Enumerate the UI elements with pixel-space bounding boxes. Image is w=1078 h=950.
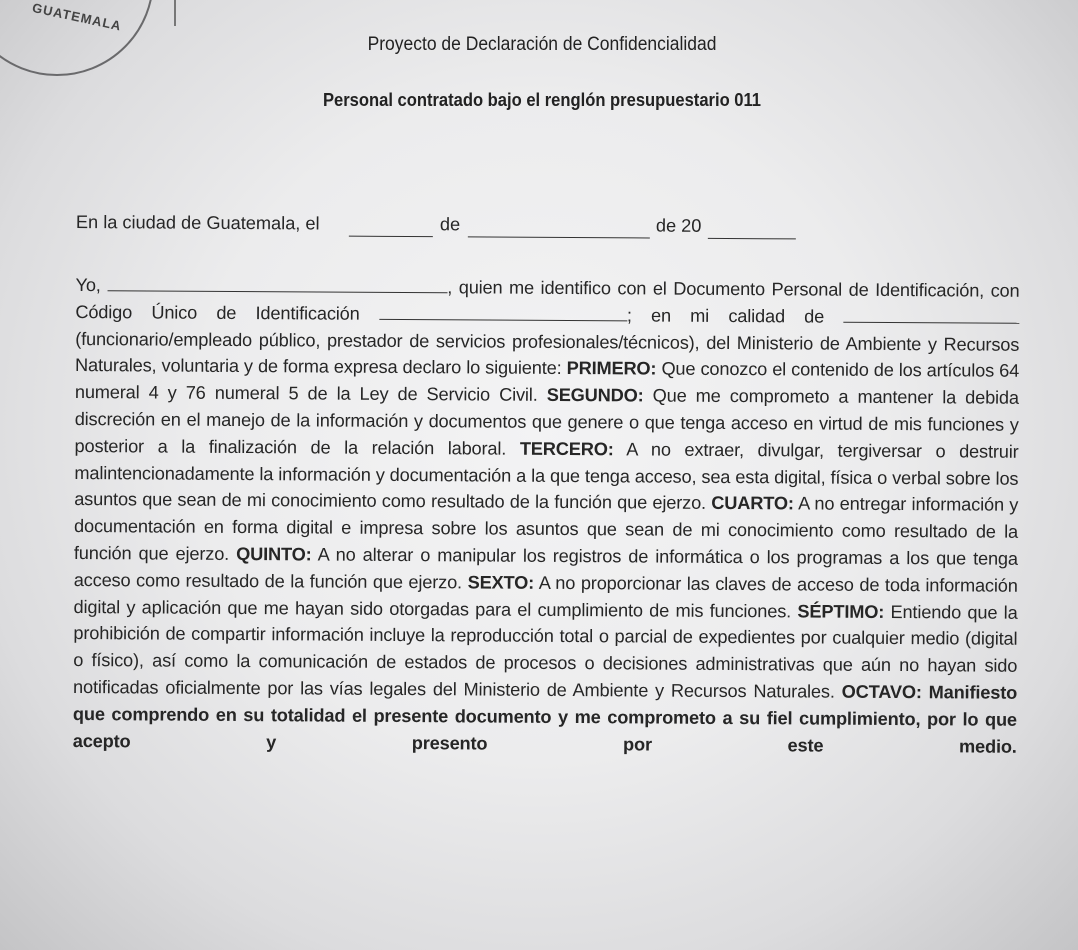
intro-text-e: Ministerio de Ambiente y Recursos Naturales, voluntaria y de forma expresa declaro lo siguiente: — [75, 332, 1020, 379]
intro-text-d: (funcionario/empleado público, prestador de servicios profesionales/técnicos), del — [75, 328, 731, 353]
clause-5-text: A no alterar o manipular los registros de informática o los programas a los que tenga acceso como resultado de la función que ejerzo. — [73, 544, 1018, 593]
clause-1-label: PRIMERO: — [566, 358, 657, 379]
clause-7-label: SÉPTIMO: — [797, 600, 885, 622]
clause-7-text: Entiendo que la prohibición de compartir información incluye la reproducción total o parcial de expedientes por cualquier medio (digital o físico), así como la comunicación de estados de procesos o decisiones administrativas que aún no hayan sido notificadas oficialmente por las vías legales del Ministerio de Ambiente y Recursos Naturales. — [73, 601, 1018, 702]
document-body — [72, 212, 1020, 757]
document-title: Proyecto de Declaración de Confidencialidad — [367, 34, 717, 55]
date-de-1: de — [439, 214, 461, 235]
clause-1-text: Que conozco el contenido de los artículos 64 numeral 4 y 76 numeral 5 de la Ley de Servicio Civil. — [74, 358, 1020, 406]
seal-text: GUATEMALA — [30, 0, 124, 34]
day-blank — [349, 216, 433, 238]
clause-4-text: A no entregar información y documentación en forma digital e impresa sobre los asuntos que sean de mi conocimiento como resultado de la función que ejerzo. — [73, 493, 1019, 564]
clause-2-text: Que me comprometo a mantener la debida discreción en el manejo de la información y documentos que genere o que tenga acceso en virtud de mis funciones y posterior a la finalización de la relación laboral. — [74, 385, 1019, 459]
month-blank — [468, 216, 650, 238]
clause-3-label: TERCERO: — [519, 438, 614, 460]
year-blank — [708, 218, 796, 240]
yo-text: Yo, — [75, 274, 101, 296]
document-subtitle: Personal contratado bajo el renglón presupuestario 011 — [322, 90, 762, 110]
role-blank — [843, 303, 1019, 323]
date-line — [76, 212, 1020, 244]
seal-divider — [174, 0, 176, 26]
clause-5-label: QUINTO: — [236, 543, 312, 565]
date-prefix: En la ciudad de Guatemala, el — [75, 212, 320, 234]
cui-blank — [379, 301, 627, 322]
clause-8-label: OCTAVO: — [841, 681, 922, 703]
clause-8-text: Manifiesto que comprendo en su totalidad el presente documento y me comprometo a su fiel cumplimiento, por lo que acepto y presento por este medio. — [72, 682, 1018, 757]
name-blank — [107, 272, 447, 293]
clause-6-label: SEXTO: — [467, 572, 535, 593]
intro-text-c: ; en mi calidad de — [626, 305, 825, 327]
clause-4-label: CUARTO: — [711, 493, 794, 514]
intro-text-a: quien me identifico con el Documento Personal de — [458, 277, 869, 300]
intro-text-b: Identificación, con Código Único de Identificación — [75, 279, 1020, 324]
clause-6-text: A no proporcionar las claves de acceso de toda información digital y aplicación que me hayan sido otorgadas para el cumplimiento de mis funciones. — [73, 572, 1018, 621]
declaration-paragraph: Yo, , quien me identifico con el Documento Personal de Identificación, con Código Único de Identificación ; en mi calidad de (funcionario/empleado público, prestador de servicios profesionales/técnicos), del Ministerio de Ambiente y Recursos Naturales, voluntaria y de forma expresa declaro lo siguiente: PRIMERO: Que conozco el contenido de los artículos 64 numeral 4 y 76 numeral 5 de la Ley de Servicio Civil. SEGUNDO: Que me comprometo a mantener la debida discreción en el manejo de la información y documentos que genere o que tenga acceso en virtud de mis funciones y posterior a la finalización de la relación laboral. TERCERO: A no extraer, divulgar, tergiversar o destruir malintencionadamente la información y documentación a la que tenga acceso, sea esta digital, física o verbal sobre los asuntos que sean de mi conocimiento como resultado de la función que ejerzo. CUARTO: A no entregar información y documentación en forma digital e impresa sobre los asuntos que sean de mi conocimiento como resultado de la función que ejerzo. QUINTO: A no alterar o manipular los registros de informática o los programas a los que tenga acceso como resultado de la función que ejerzo. SEXTO: A no proporcionar las claves de acceso de toda información digital y aplicación que me hayan sido otorgadas para el cumplimiento de mis funciones. SÉPTIMO: Entiendo que la prohibición de compartir información incluye la reproducción total o parcial de expedientes por cualquier medio (digital o físico), así como la comunicación de estados de procesos o decisiones administrativas que aún no hayan sido notificadas oficialmente por las vías legales del Ministerio de Ambiente y Recursos Naturales. OCTAVO: Manifiesto que comprendo en su totalidad el presente documento y me comprometo a su fiel cumplimiento, por lo que acepto y presento por este medio. — [73, 272, 1020, 760]
clause-2-label: SEGUNDO: — [546, 385, 644, 406]
clause-3-text: A no extraer, divulgar, tergiversar o destruir malintencionadamente la información y documentación a la que tenga acceso, sea esta digital, física o verbal sobre los asuntos que sean de mi conocimiento como resultado de la función que ejerzo. — [74, 439, 1019, 514]
date-de-2: de 20 — [655, 215, 702, 236]
